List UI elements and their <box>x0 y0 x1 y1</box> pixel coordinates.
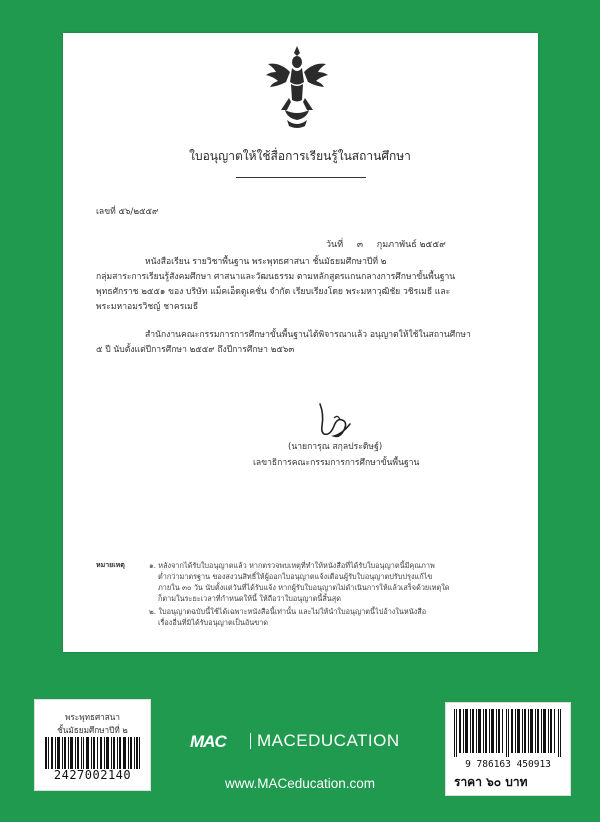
note-line: ๒. ใบอนุญาตฉบับนี้ใช้ได้เฉพาะหนังสือนี้เท่านั้น และไม่ให้นำใบอนุญาตนี้ไปอ้างในหนังสือ <box>149 607 427 616</box>
isbn-barcode-icon <box>454 709 562 757</box>
label-barcode-number: 2427002140 <box>53 768 132 782</box>
body-line: พุทธศักราช ๒๕๕๑ ของ บริษัท แม็คเอ็ดดูเคชั่น จำกัด เรียบเรียงโดย พระมหาวุฒิชัย วชิรเมธี และ <box>96 287 451 297</box>
letter-date <box>326 237 446 251</box>
date-month-year: กุมภาพันธ์ ๒๕๕๙ <box>376 240 446 250</box>
label-subject: พระพุทธศาสนา <box>65 712 120 722</box>
mac-logo-text: MAC <box>190 732 226 750</box>
note-line: ๑. หลังจากได้รับใบอนุญาตแล้ว หากตรวจพบเหตุที่ทำให้หนังสือที่ได้รับใบอนุญาตนี้มีคุณภาพ <box>149 561 435 570</box>
note-line: ก็ตามในระยะเวลาที่กำหนดให้นี้ ให้ถือว่าใบอนุญาตนี้สิ้นสุด <box>158 594 341 603</box>
isbn-number: 9 786163 450913 <box>465 759 551 770</box>
permit-number: เลขที่ ๕๖/๒๕๕๙ <box>96 207 159 217</box>
garuda-emblem-icon <box>265 44 329 130</box>
note-line: ต่ำกว่ามาตรฐาน ของสงวนสิทธิ์ให้ผู้ออกใบอนุญาตแจ้งเตือนผู้รับใบอนุญาตปรับปรุงแก้ไข <box>158 572 433 581</box>
body-line: สำนักงานคณะกรรมการการศึกษาขั้นพื้นฐานได้พิจารณาแล้ว อนุญาตให้ใช้ในสถานศึกษา <box>145 330 471 340</box>
signer-name: (นายการุณ สกุลประดิษฐ์) <box>288 442 383 452</box>
price: ราคา ๖๐ บาท <box>454 775 528 789</box>
note-line: เรื่องอื่นที่มิได้รับอนุญาตเป็นอันขาด <box>158 618 269 627</box>
brand-logo <box>190 730 400 752</box>
notes-label: หมายเหตุ <box>96 561 125 569</box>
date-label: วันที่ <box>326 240 344 250</box>
isbn-label <box>445 702 571 796</box>
brand-divider <box>250 733 251 749</box>
barcode-icon <box>45 737 140 769</box>
body-line: หนังสือเรียน รายวิชาพื้นฐาน พระพุทธศาสนา ชั้นมัธยมศึกษาปีที่ ๒ <box>145 257 387 267</box>
letter-title: ใบอนุญาตให้ใช้สื่อการเรียนรู้ในสถานศึกษา <box>189 149 411 163</box>
signature <box>312 400 360 440</box>
body-line: กลุ่มสาระการเรียนรู้สังคมศึกษา ศาสนาและวัฒนธรรม ตามหลักสูตรแกนกลางการศึกษาขั้นพื้นฐาน <box>96 272 456 282</box>
date-day: ๓ <box>356 240 364 250</box>
website-url: www.MACeducation.com <box>224 776 376 791</box>
label-grade: ชั้นมัธยมศึกษาปีที่ ๒ <box>57 725 128 735</box>
body-line: ๕ ปี นับตั้งแต่ปีการศึกษา ๒๕๕๙ ถึงปีการศึกษา ๒๕๖๓ <box>96 345 295 355</box>
body-line: พระมหาอมรวิชญ์ ชาครเมธี <box>96 302 199 312</box>
note-line: ภายใน ๓๐ วัน นับตั้งแต่วันที่ได้รับแจ้ง หากผู้รับใบอนุญาตไม่ดำเนินการให้แล้วเสร็จด้วยเหตุใด <box>158 583 450 592</box>
brand-name: MACEDUCATION <box>257 731 400 750</box>
title-divider <box>236 177 366 178</box>
mac-logo-icon <box>190 732 246 750</box>
signer-title: เลขาธิการคณะกรรมการการศึกษาขั้นพื้นฐาน <box>253 458 420 468</box>
